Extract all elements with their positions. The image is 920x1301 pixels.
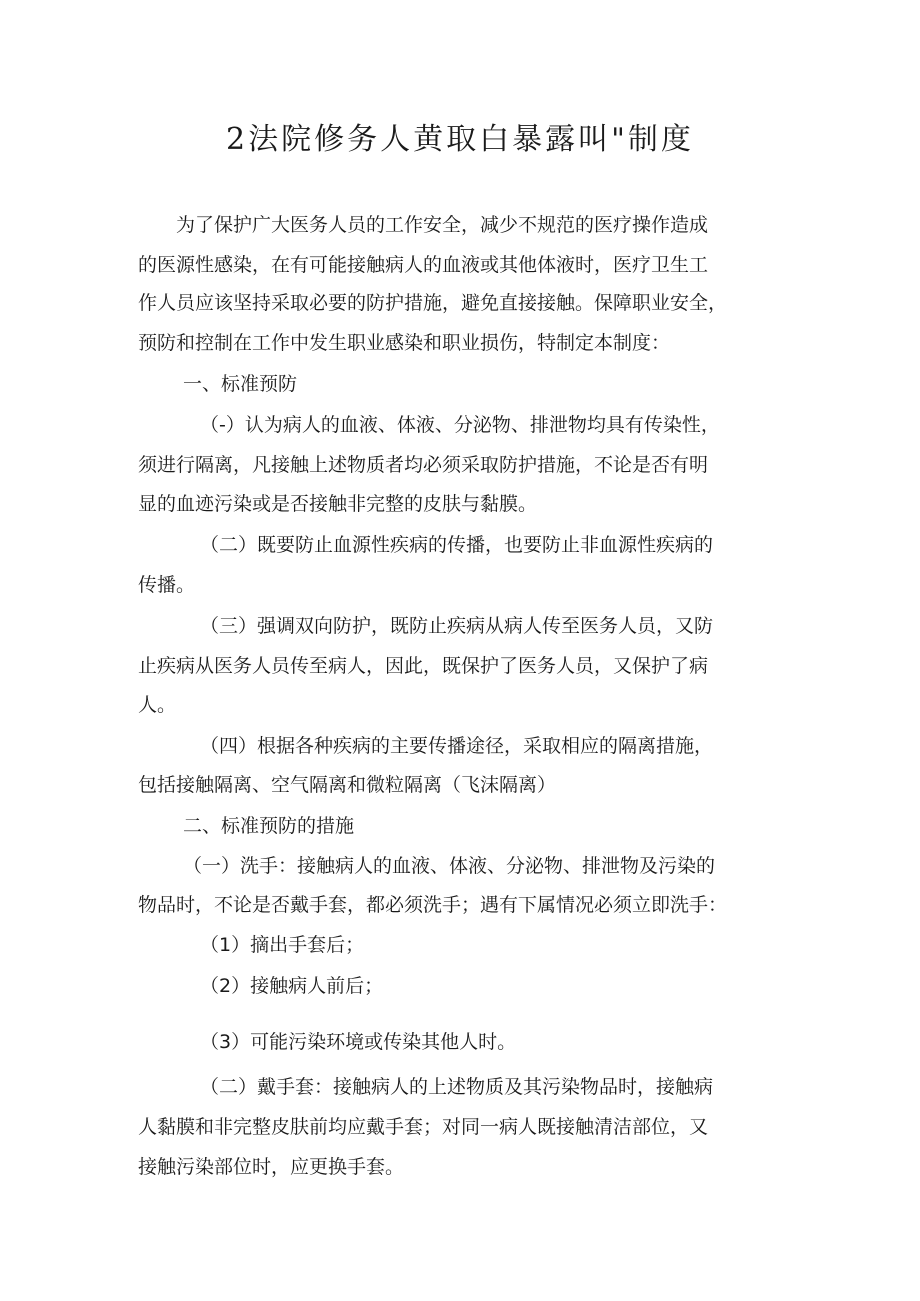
text-line: 显的血迹污染或是否接触非完整的皮肤与黏膜。 xyxy=(138,493,538,515)
text-line: 传播。 xyxy=(138,574,196,596)
text-line: 的医源性感染，在有可能接触病人的血液或其他体液时，医疗卫生工 xyxy=(138,254,709,276)
list-item: （1）摘出手套后； xyxy=(200,934,365,956)
text-line: 止疾病从医务人员传至病人，因此，既保护了医务人员，又保护了病 xyxy=(138,655,709,677)
list-item: （2）接触病人前后； xyxy=(200,975,384,997)
text-line: （一）洗手：接触病人的血液、体液、分泌物、排泄物及污染的 xyxy=(183,855,716,877)
text-line: 包括接触隔离、空气隔离和微粒隔离（飞沫隔离） xyxy=(138,774,557,796)
text-line: 人黏膜和非完整皮肤前均应戴手套；对同一病人既接触清洁部位，又 xyxy=(138,1116,709,1138)
text-line: 人。 xyxy=(138,694,177,716)
text-line: （三）强调双向防护，既防止疾病从病人传至医务人员，又防 xyxy=(200,615,714,637)
text-line: 接触污染部位时，应更换手套。 xyxy=(138,1156,405,1178)
text-line: 须进行隔离，凡接触上述物质者均必须采取防护措施，不论是否有明 xyxy=(138,454,709,476)
text-line: （四）根据各种疾病的主要传播途径，采取相应的隔离措施， xyxy=(200,735,714,757)
text-line: 为了保护广大医务人员的工作安全，减少不规范的医疗操作造成 xyxy=(176,214,709,236)
section-heading: 一、标准预防 xyxy=(183,373,298,395)
text-line: （二）戴手套：接触病人的上述物质及其污染物品时，接触病 xyxy=(200,1076,714,1098)
text-line: 物品时，不论是否戴手套，都必须洗手；遇有下属情况必须立即洗手： xyxy=(138,894,728,916)
text-line: 作人员应该坚持采取必要的防护措施，避免直接接触。保障职业安全， xyxy=(138,292,728,314)
text-line: 预防和控制在工作中发生职业感染和职业损伤，特制定本制度： xyxy=(138,332,671,354)
document-title: 2法院修务人黄取白暴露叫"制度 xyxy=(226,122,694,157)
text-line: （-）认为病人的血液、体液、分泌物、排泄物均具有传染性， xyxy=(200,414,720,436)
text-line: （二）既要防止血源性疾病的传播，也要防止非血源性疾病的 xyxy=(200,534,714,556)
list-item: （3）可能污染环境或传染其他人时。 xyxy=(200,1031,517,1053)
section-heading: 二、标准预防的措施 xyxy=(183,815,355,837)
